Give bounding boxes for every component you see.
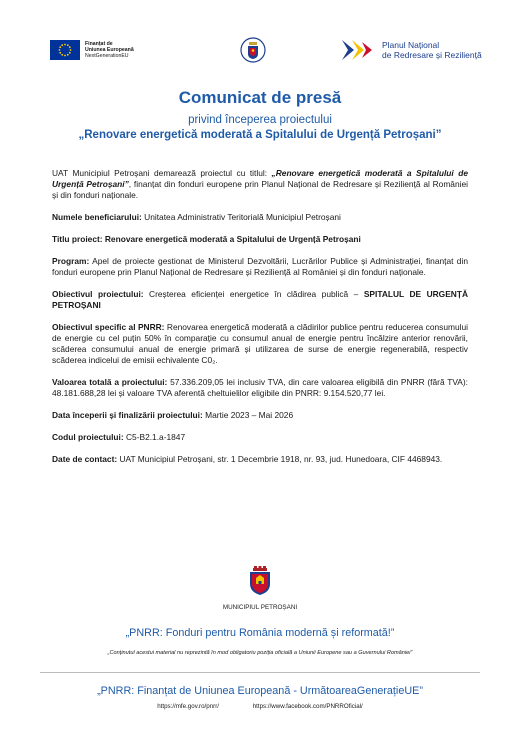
- total-value-label: Valoarea totală a proiectului:: [52, 377, 168, 387]
- pnrr-logo-text: [382, 40, 482, 60]
- intro-paragraph: [52, 168, 468, 201]
- press-release-body: [52, 168, 468, 476]
- intro-prefix: UAT Municipiul Petroșani demarează proiectul cu titlul:: [52, 168, 272, 178]
- pnrr-logo: [340, 38, 482, 62]
- intro-suffix: , finanțat din fonduri europene prin Planul Național de Redresare și Reziliență al României și din fonduri naționale.: [52, 179, 468, 200]
- header: [0, 36, 520, 70]
- eu-line2: Uniunea Europeană: [85, 47, 134, 53]
- pnrr-arrow-icon: [340, 38, 376, 62]
- pnrr-line1: Planul Național: [382, 40, 440, 50]
- total-value-value: 57.336.209,05 lei inclusiv TVA, din care valoarea eligibilă din PNRR (fără TVA): 48.181.688,28 lei și valoare TVA aferentă cheltuielilor eligibile din PNRR: 9.154.520,77 lei.: [52, 377, 469, 398]
- total-value-paragraph: [52, 377, 468, 399]
- specific-objective-label: Obiectivul specific al PNRR:: [52, 322, 165, 332]
- program-label: Program:: [52, 256, 90, 266]
- divider: [40, 672, 480, 673]
- eu-funding-text: [85, 41, 134, 59]
- dates-value: Martie 2023 – Mai 2026: [202, 410, 294, 420]
- intro-project-title: „Renovare energetică moderată a Spitalului de Urgență Petroșani”: [52, 168, 468, 189]
- eu-line1: Finanțat de: [85, 41, 113, 47]
- footer-links: [0, 703, 520, 710]
- eu-line3: NextGenerationEU: [85, 53, 129, 59]
- project-title-heading: „Renovare energetică moderată a Spitalului de Urgență Petroșani”: [78, 129, 442, 141]
- pnrr-line2: de Redresare și Reziliență: [382, 50, 482, 60]
- project-title-paragraph: [52, 234, 468, 245]
- beneficiary-value: Unitatea Administrativ Teritorială Municipiul Petroșani: [141, 212, 341, 222]
- romania-coat-of-arms-icon: [240, 36, 266, 64]
- mfe-link[interactable]: https://mfe.gov.ro/pnrr/: [157, 703, 219, 710]
- project-title-label: Titlu proiect: Renovare energetică moderată a Spitalului de Urgență Petroșani: [52, 234, 361, 244]
- code-label: Codul proiectului:: [52, 432, 124, 442]
- program-paragraph: [52, 256, 468, 278]
- page-subtitle: privind începerea proiectului: [188, 114, 332, 126]
- beneficiary-label: Numele beneficiarului:: [52, 212, 142, 222]
- beneficiary-paragraph: [52, 212, 468, 223]
- eu-funding-logo: [50, 40, 134, 60]
- dates-paragraph: [52, 410, 468, 421]
- objective-label: Obiectivul proiectului:: [52, 289, 144, 299]
- page-title: Comunicat de presă: [178, 88, 342, 107]
- municipality-name: MUNICIPIUL PETROȘANI: [222, 604, 298, 611]
- specific-objective-paragraph: [52, 322, 468, 366]
- contact-value: UAT Municipiul Petroșani, str. 1 Decembrie 1918, nr. 93, jud. Hunedoara, CIF 4468943.: [117, 454, 443, 464]
- program-value: Apel de proiecte gestionat de Ministerul Dezvoltării, Lucrărilor Publice și Administrației, finanțat din fonduri europene prin Planul Național de Redresare și Reziliență al României și din fonduri naționale.: [52, 256, 468, 277]
- objective-paragraph: [52, 289, 468, 311]
- code-paragraph: [52, 432, 468, 443]
- eu-flag-icon: [50, 40, 80, 60]
- disclaimer-text: „Conținutul acestui material nu reprezintă în mod obligatoriu poziția oficială a Uniunii Europene sau a Guvernului României”: [107, 650, 413, 656]
- contact-label: Date de contact:: [52, 454, 118, 464]
- objective-value: Creșterea eficienței energetice în clădirea publică –: [143, 289, 364, 299]
- facebook-link[interactable]: https://www.facebook.com/PNRROficial/: [252, 703, 363, 710]
- specific-objective-value: Renovarea energetică moderată a clădirilor publice pentru reducerea consumului de energie cu cel puțin 50% în comparație cu consumul anual de energie pentru încălzire anterior renovării, scăderea consumului anual de energie primară și utilizarea de surse de energie regenerabilă, respectiv scăderea indicelui de emisii echivalente C0₂.: [52, 322, 468, 365]
- code-value: C5-B2.1.a-1847: [123, 432, 186, 442]
- contact-paragraph: [52, 454, 468, 465]
- pnrr-slogan: „PNRR: Fonduri pentru România modernă și reformată!”: [125, 627, 395, 639]
- footer-slogan: „PNRR: Finanțat de Uniunea Europeană - UrmătoareaGenerațieUE”: [97, 685, 423, 697]
- petrosani-coat-of-arms-icon: [247, 566, 273, 596]
- objective-target: SPITALUL DE URGENȚĂ PETROȘANI: [52, 289, 468, 310]
- dates-label: Data începerii și finalizării proiectului:: [52, 410, 203, 420]
